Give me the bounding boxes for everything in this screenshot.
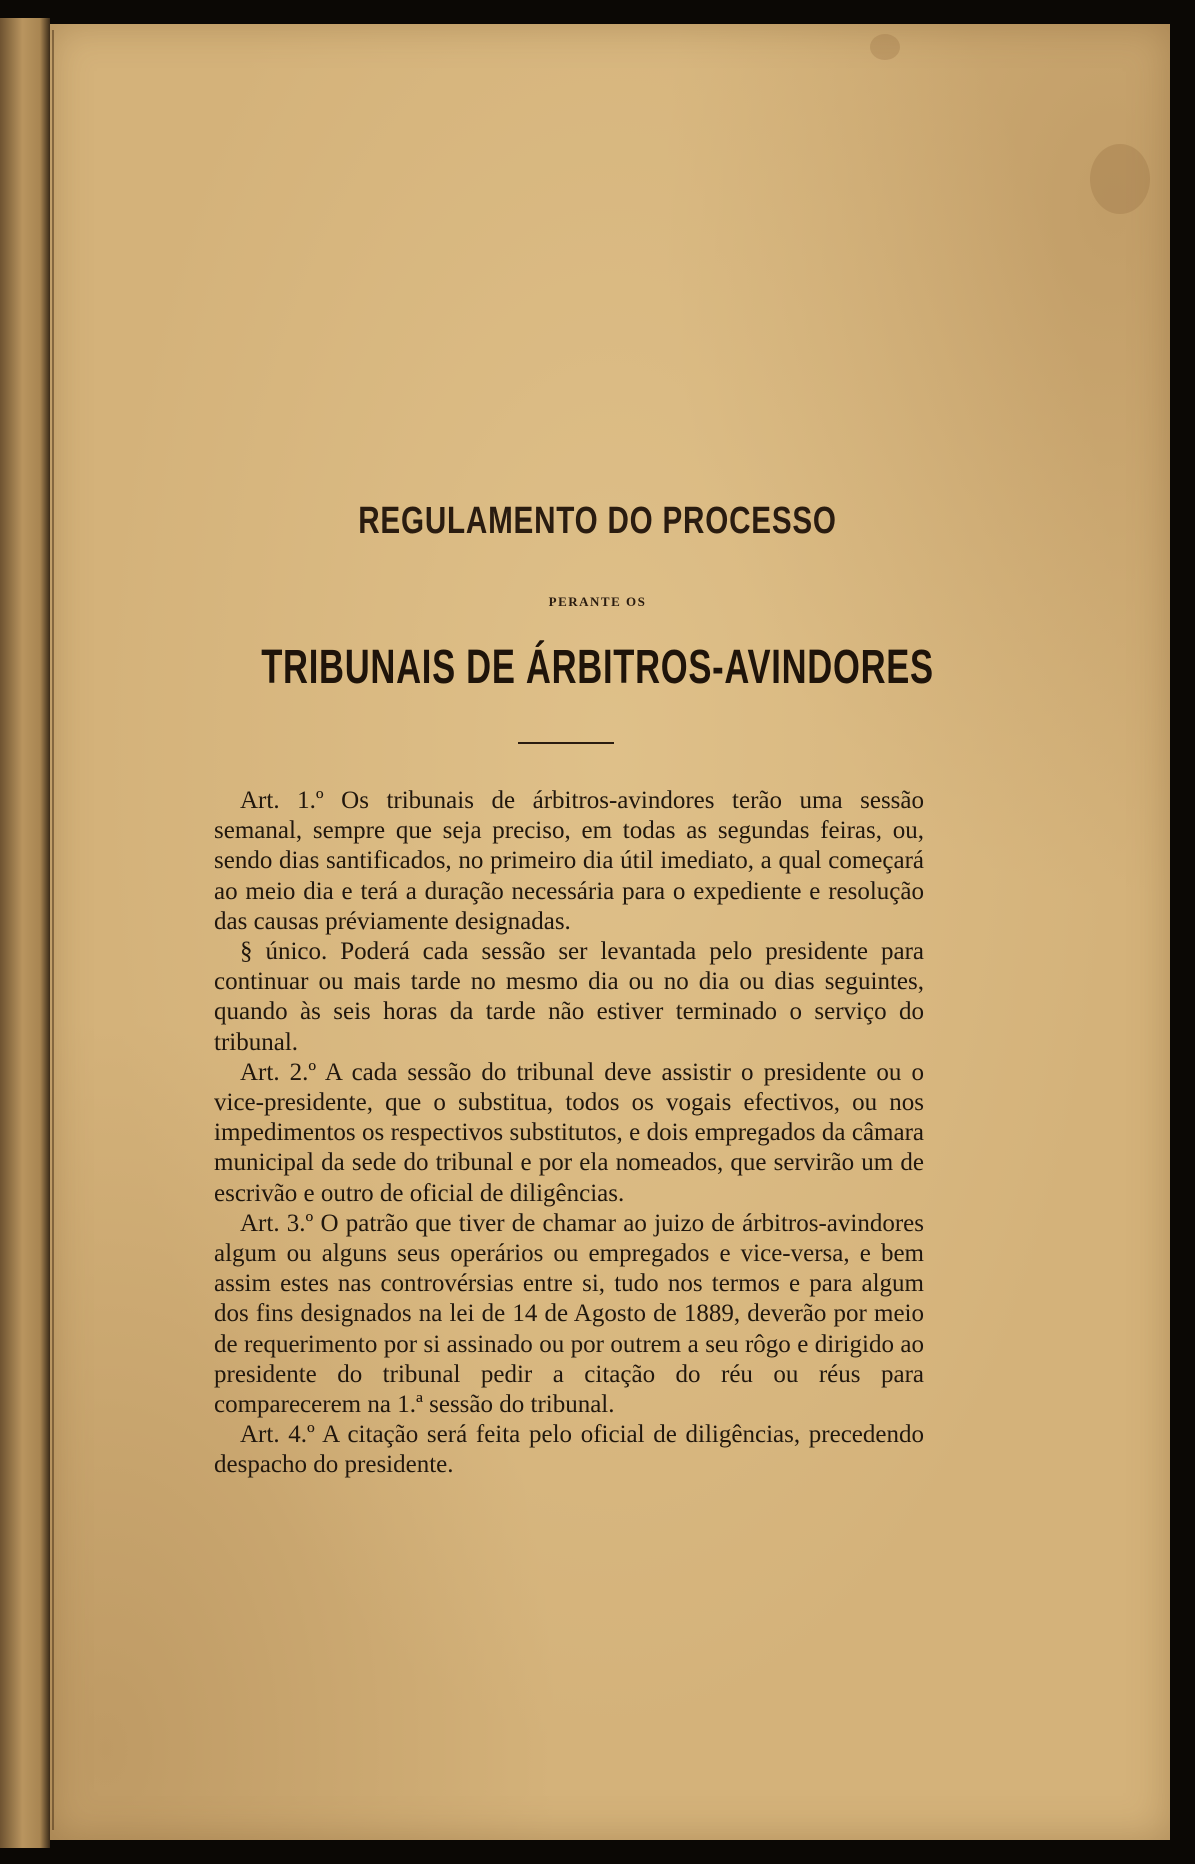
document-subtitle: PERANTE OS [548,594,647,609]
article-1-single-paragraph: § único. Poderá cada sessão ser levantada pelo presidente para continuar ou mais tarde no mesmo dia ou no dia ou dias seguintes, quando às seis horas da tarde não estiver terminado o serviço do tribunal. [214,938,924,1056]
previous-page-edge [0,18,50,1848]
document-title: REGULAMENTO DO PROCESSO [358,500,837,542]
paper-stain [1090,144,1150,214]
document-heading: TRIBUNAIS DE ÁRBITROS-AVINDORES [261,641,934,694]
document-body [214,786,924,1481]
title-divider [518,742,614,744]
article-3: Art. 3.º O patrão que tiver de chamar ao juizo de árbitros-avindores algum ou alguns seus operários ou empregados e vice-versa, e bem assim estes nas controvérsias entre si, tudo nos termos e para algum dos fins designados na lei de 14 de Agosto de 1889, deverão por meio de requerimento por si assinado ou por outrem a seu rôgo e dirigido ao presidente do tribunal pedir a citação do réu ou réus para comparecerem na 1.ª sessão do tribunal. [214,1209,924,1419]
article-1: Art. 1.º Os tribunais de árbitros-avindores terão uma sessão semanal, sempre que seja preciso, em todas as segundas feiras, ou, sendo dias santificados, no primeiro dia útil imediato, a qual começará ao meio dia e terá a duração necessária para o expediente e resolução das causas préviamente designadas. [214,787,924,935]
article-2: Art. 2.º A cada sessão do tribunal deve assistir o presidente ou o vice-presidente, que o substitua, todos os vogais efectivos, ou nos impedimentos os respectivos substitutos, e dois empregados da câmara municipal da sede do tribunal e por ela nomeados, que servirão um de escrivão e outro de oficial de diligências. [214,1058,924,1207]
article-4: Art. 4.º A citação será feita pelo oficial de diligências, precedendo despacho do presidente. [214,1421,924,1479]
paper-stain [870,34,900,60]
page-spine [52,30,54,1830]
